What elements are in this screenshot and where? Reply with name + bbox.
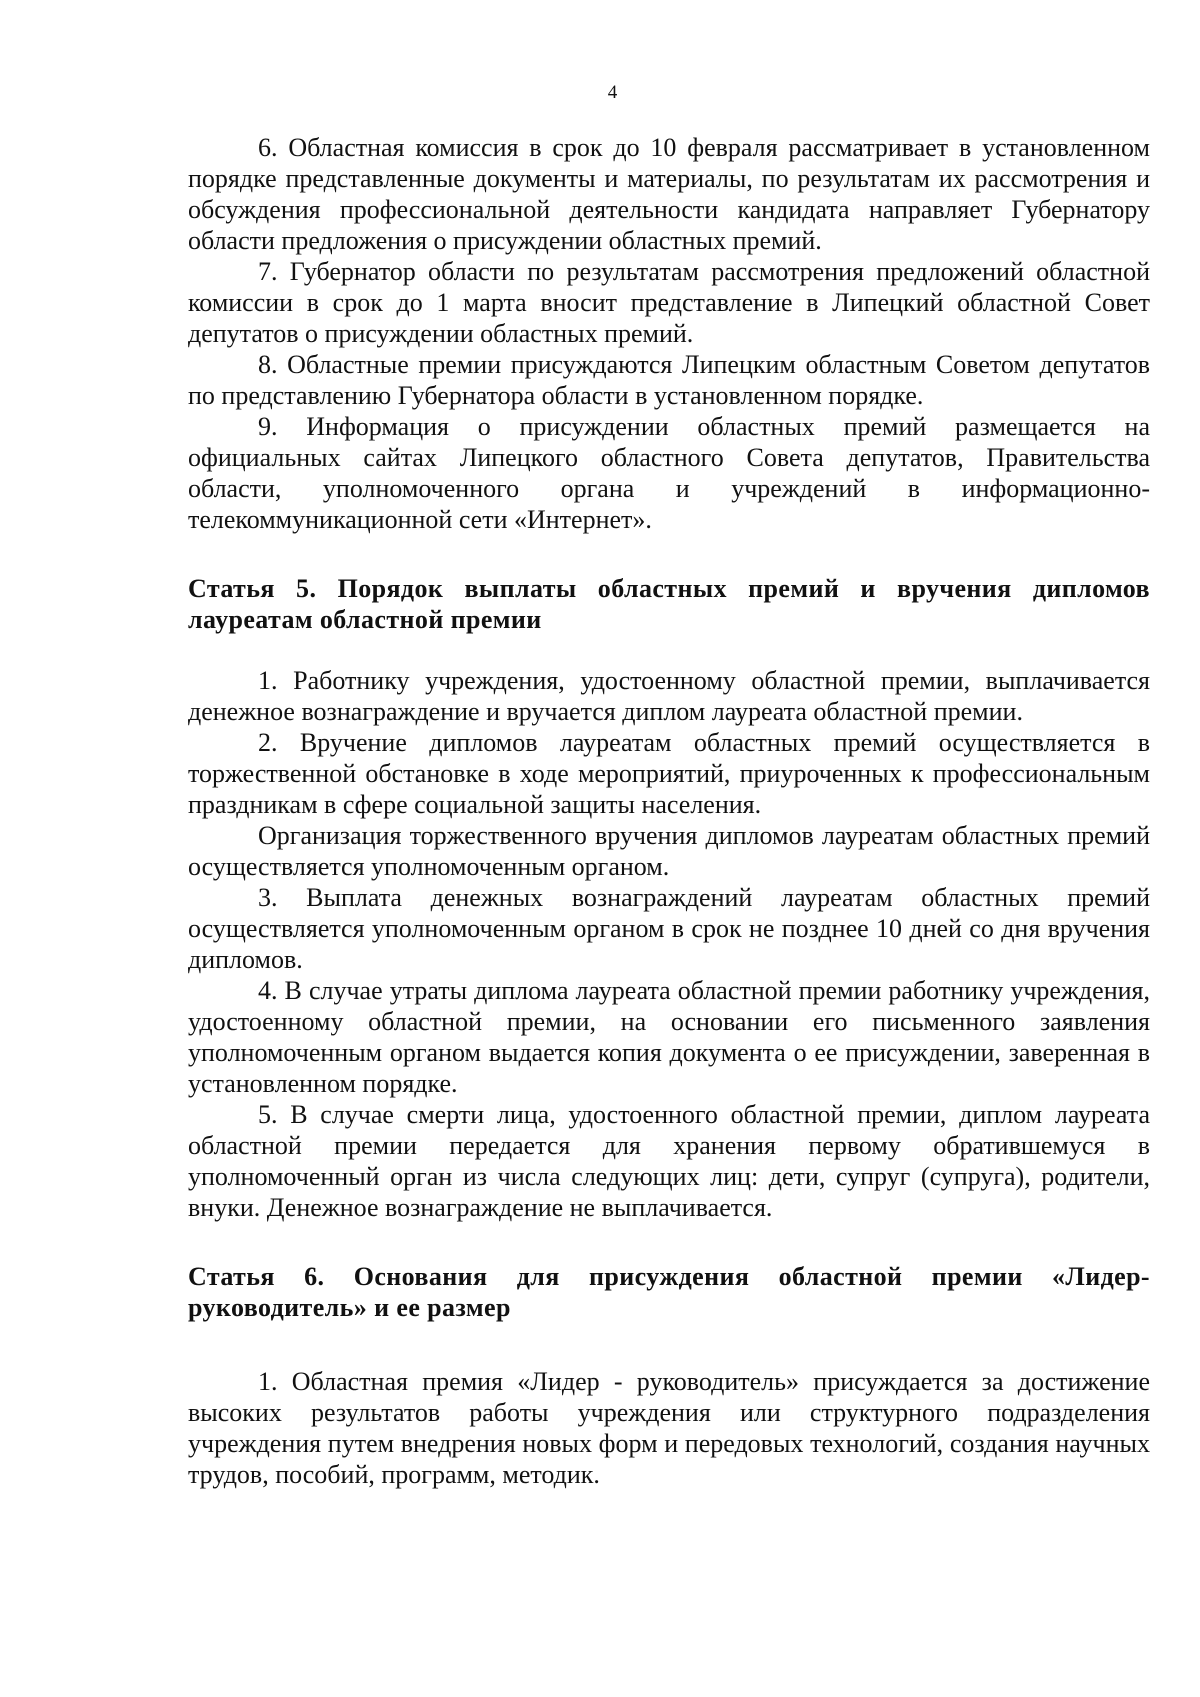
article-5-item-5: 5. В случае смерти лица, удостоенного областной премии, диплом лауреата областной премии передается для хранения первому обратившемуся в уполномоченный орган из числа следующих лиц: дети, супруг (супруга), родители, внуки. Денежное вознаграждение не выплачивается. xyxy=(188,1100,1150,1222)
article-5-item-2-continuation: Организация торжественного вручения дипломов лауреатам областных премий осуществляется уполномоченным органом. xyxy=(188,821,1150,881)
paragraph-item-8: 8. Областные премии присуждаются Липецким областным Советом депутатов по представлению Губернатора области в установленном порядке. xyxy=(188,350,1150,410)
document-body xyxy=(188,132,1150,1490)
article-6-item-1: 1. Областная премия «Лидер - руководитель» присуждается за достижение высоких результатов работы учреждения или структурного подразделения учреждения путем внедрения новых форм и передовых технологий, создания научных трудов, пособий, программ, методик. xyxy=(188,1367,1150,1489)
article-5-item-2: 2. Вручение дипломов лауреатам областных премий осуществляется в торжественной обстановке в ходе мероприятий, приуроченных к профессиональным праздникам в сфере социальной защиты населения. xyxy=(188,728,1150,819)
article-5-item-1: 1. Работнику учреждения, удостоенному областной премии, выплачивается денежное вознаграждение и вручается диплом лауреата областной премии. xyxy=(188,666,1150,726)
page-number: 4 xyxy=(607,82,618,103)
article-6-heading: Статья 6. Основания для присуждения областной премии «Лидер-руководитель» и ее размер xyxy=(188,1262,1150,1322)
paragraph-item-6: 6. Областная комиссия в срок до 10 февраля рассматривает в установленном порядке представленные документы и материалы, по результатам их рассмотрения и обсуждения профессиональной деятельности кандидата направляет Губернатору области предложения о присуждении областных премий. xyxy=(188,133,1150,255)
article-5-heading: Статья 5. Порядок выплаты областных премий и вручения дипломов лауреатам областной премии xyxy=(188,574,1150,634)
article-5-item-4: 4. В случае утраты диплома лауреата областной премии работнику учреждения, удостоенному областной премии, на основании его письменного заявления уполномоченным органом выдается копия документа о ее присуждении, заверенная в установленном порядке. xyxy=(188,976,1150,1098)
article-5-item-3: 3. Выплата денежных вознаграждений лауреатам областных премий осуществляется уполномоченным органом в срок не позднее 10 дней со дня вручения дипломов. xyxy=(188,883,1150,974)
paragraph-item-9: 9. Информация о присуждении областных премий размещается на официальных сайтах Липецкого областного Совета депутатов, Правительства области, уполномоченного органа и учреждений в информационно-телекоммуникационной сети «Интернет». xyxy=(188,412,1150,534)
paragraph-item-7: 7. Губернатор области по результатам рассмотрения предложений областной комиссии в срок до 1 марта вносит представление в Липецкий областной Совет депутатов о присуждении областных премий. xyxy=(188,257,1150,348)
